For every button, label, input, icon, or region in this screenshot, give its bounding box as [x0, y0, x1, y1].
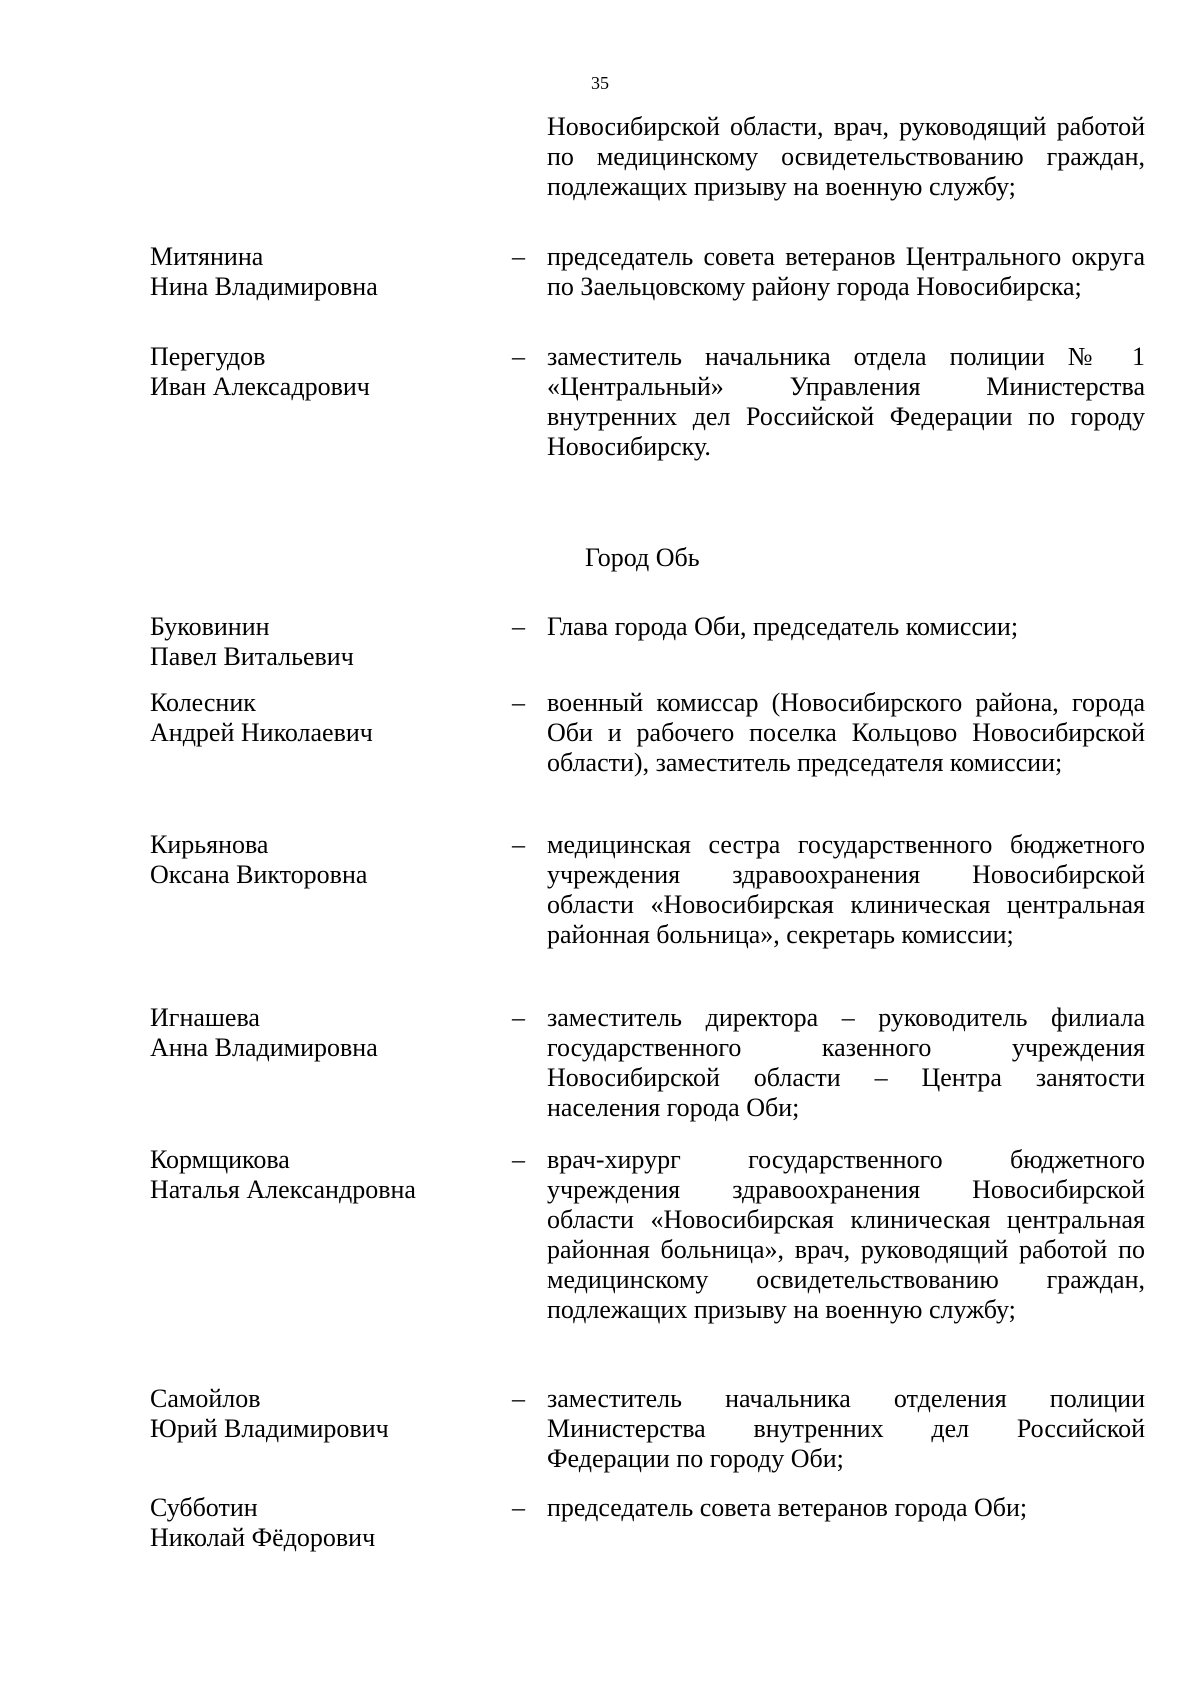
dash: – — [512, 1003, 525, 1032]
member-surname: Кирьянова — [150, 830, 269, 859]
member-role: председатель совета ветеранов города Оби; — [547, 1493, 1028, 1522]
member-name — [150, 830, 480, 890]
member-name — [150, 1384, 480, 1444]
member-given-name: Нина Владимировна — [150, 272, 378, 301]
dash: – — [512, 1493, 525, 1522]
member-surname: Субботин — [150, 1493, 258, 1522]
member-name — [150, 342, 480, 402]
dash: – — [512, 612, 525, 641]
member-role: председатель совета ветеранов Центрального округа по Заельцовскому району города Новосибирска; — [547, 242, 1145, 301]
member-given-name: Оксана Викторовна — [150, 860, 368, 889]
dash: – — [512, 830, 525, 859]
member-given-name: Андрей Николаевич — [150, 718, 373, 747]
member-given-name: Анна Владимировна — [150, 1033, 378, 1062]
member-name — [150, 1493, 480, 1553]
member-surname: Игнашева — [150, 1003, 260, 1032]
member-surname: Самойлов — [150, 1384, 261, 1413]
member-given-name: Наталья Александровна — [150, 1175, 416, 1204]
member-given-name: Юрий Владимирович — [150, 1414, 389, 1443]
dash: – — [512, 342, 525, 371]
member-name — [150, 688, 480, 748]
member-given-name: Павел Витальевич — [150, 642, 354, 671]
member-surname: Кормщикова — [150, 1145, 290, 1174]
member-role: врач-хирург государственного бюджетного учреждения здравоохранения Новосибирской области «Новосибирская клиническая центральная районная больница», врач, руководящий работой по медицинскому освидетельствованию граждан, подлежащих призыву на военную службу; — [547, 1145, 1145, 1324]
member-role: военный комиссар (Новосибирского района, города Оби и рабочего поселка Кольцово Новосибирской области), заместитель председателя комиссии; — [547, 688, 1145, 777]
dash: – — [512, 688, 525, 717]
dash: – — [512, 242, 525, 271]
member-role: заместитель директора – руководитель филиала государственного казенного учреждения Новосибирской области – Центра занятости населения города Оби; — [547, 1003, 1145, 1122]
dash: – — [512, 1384, 525, 1413]
section-title: Город Обь — [585, 543, 700, 572]
member-role: Глава города Оби, председатель комиссии; — [547, 612, 1019, 641]
member-name — [150, 242, 480, 302]
member-role: заместитель начальника отдела полиции № 1 «Центральный» Управления Министерства внутренних дел Российской Федерации по городу Новосибирску. — [547, 342, 1145, 461]
member-surname: Буковинин — [150, 612, 270, 641]
member-surname: Митянина — [150, 242, 264, 271]
member-name — [150, 612, 480, 672]
member-role: медицинская сестра государственного бюджетного учреждения здравоохранения Новосибирской области «Новосибирская клиническая центральная районная больница», секретарь комиссии; — [547, 830, 1145, 949]
member-given-name: Николай Фёдорович — [150, 1523, 376, 1552]
member-given-name: Иван Алексадрович — [150, 372, 370, 401]
member-role: заместитель начальника отделения полиции Министерства внутренних дел Российской Федерации по городу Оби; — [547, 1384, 1145, 1473]
member-surname: Перегудов — [150, 342, 266, 371]
dash: – — [512, 1145, 525, 1174]
member-surname: Колесник — [150, 688, 256, 717]
member-name — [150, 1003, 480, 1063]
member-name — [150, 1145, 480, 1205]
page-number: 35 — [591, 73, 609, 93]
continuation-role: Новосибирской области, врач, руководящий работой по медицинскому освидетельствованию граждан, подлежащих призыву на военную службу; — [547, 112, 1145, 201]
